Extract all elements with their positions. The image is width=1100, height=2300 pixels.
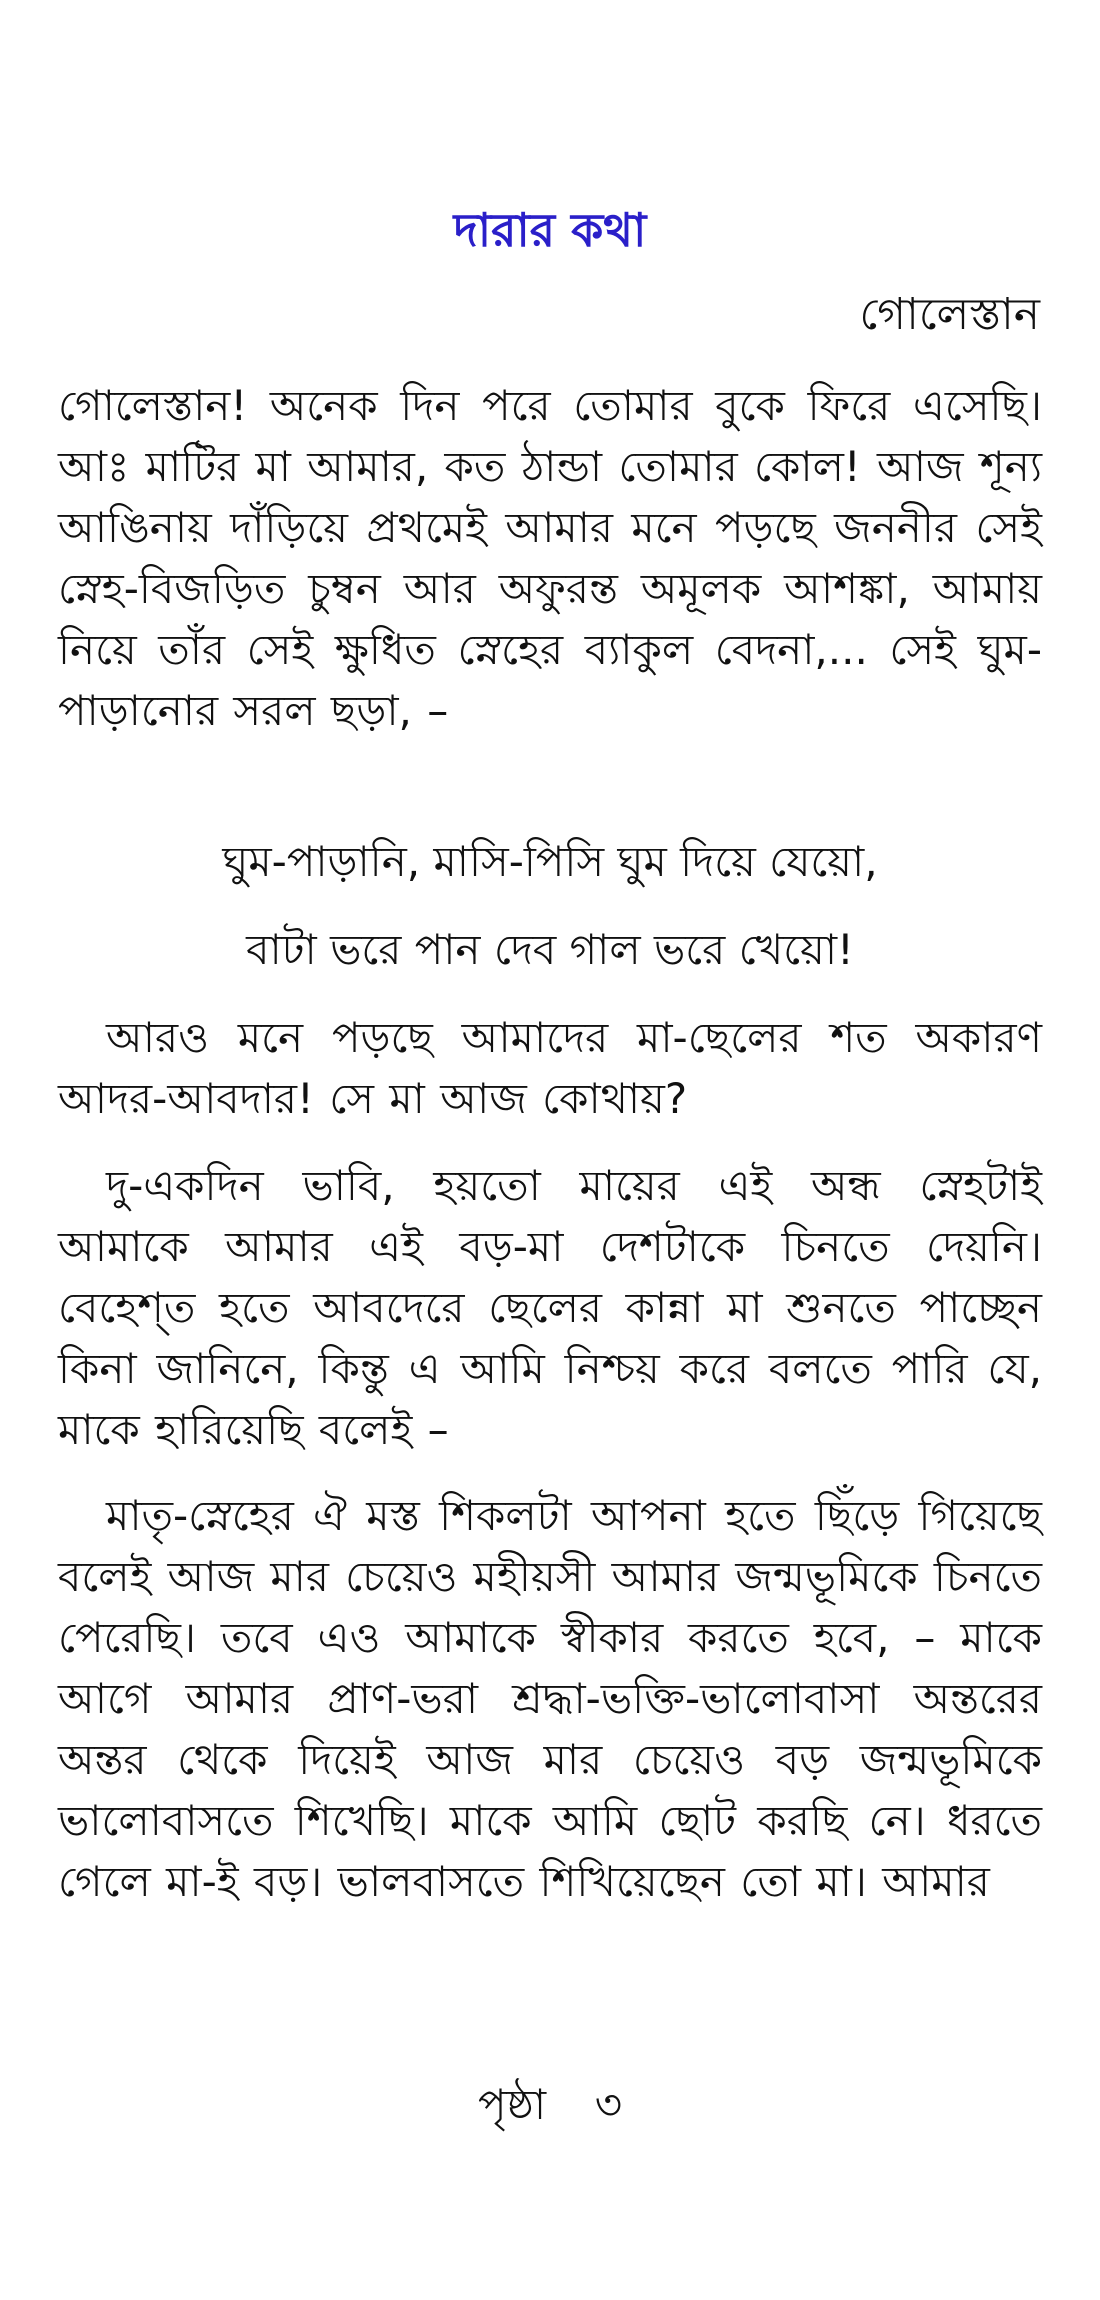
page-label: পৃষ্ঠা bbox=[477, 2080, 547, 2129]
page-footer bbox=[0, 2075, 1100, 2135]
paragraph-2: আরও মনে পড়ছে আমাদের মা-ছেলের শত অকারণ আদর-আবদার! সে মা আজ কোথায়? bbox=[58, 1013, 1042, 1123]
verse-line-1: ঘুম-পাড়ানি, মাসি-পিসি ঘুম দিয়ে যেয়ো, bbox=[222, 837, 878, 886]
verse-line-2: বাটা ভরে পান দেব গাল ভরে খেয়ো! bbox=[246, 925, 854, 974]
paragraph-3: দু-একদিন ভাবি, হয়তো মায়ের এই অন্ধ স্নেহটাই আমাকে আমার এই বড়-মা দেশটাকে চিনতে দেয়নি। বেহেশ্‌ত হতে আবদেরে ছেলের কান্না মা শুনতে পাচ্ছেন কিনা জানিনে, কিন্তু এ আমি নিশ্চয় করে বলতে পারি যে, মাকে হারিয়েছি বলেই – bbox=[58, 1161, 1042, 1454]
paragraph-4: মাতৃ-স্নেহের ঐ মস্ত শিকলটা আপনা হতে ছিঁড়ে গিয়েছে বলেই আজ মার চেয়েও মহীয়সী আমার জন্মভূমিকে চিনতে পেরেছি। তবে এও আমাকে স্বীকার করতে হবে, – মাকে আগে আমার প্রাণ-ভরা শ্রদ্ধা-ভক্তি-ভালোবাসা অন্তরের অন্তর থেকে দিয়েই আজ মার চেয়েও বড় জন্মভূমিকে ভালোবাসতে শিখেছি। মাকে আমি ছোট করছি নে। ধরতে গেলে মা-ই বড়। ভালবাসতে শিখিয়েছেন তো মা। আমার bbox=[58, 1491, 1042, 1906]
page-number: ৩ bbox=[594, 2080, 623, 2129]
page-title: দারার কথা bbox=[453, 203, 647, 257]
paragraph-1: গোলেস্তান! অনেক দিন পরে তোমার বুকে ফিরে এসেছি। আঃ মাটির মা আমার, কত ঠান্ডা তোমার কোল! আজ শূন্য আঙিনায় দাঁড়িয়ে প্রথমেই আমার মনে পড়ছে জননীর সেই স্নেহ-বিজড়িত চুম্বন আর অফুরন্ত অমূলক আশঙ্কা, আমায় নিয়ে তাঁর সেই ক্ষুধিত স্নেহের ব্যাকুল বেদনা,... সেই ঘুম-পাড়ানোর সরল ছড়া, – bbox=[58, 381, 1042, 735]
section-subtitle: গোলেস্তান bbox=[859, 289, 1040, 340]
